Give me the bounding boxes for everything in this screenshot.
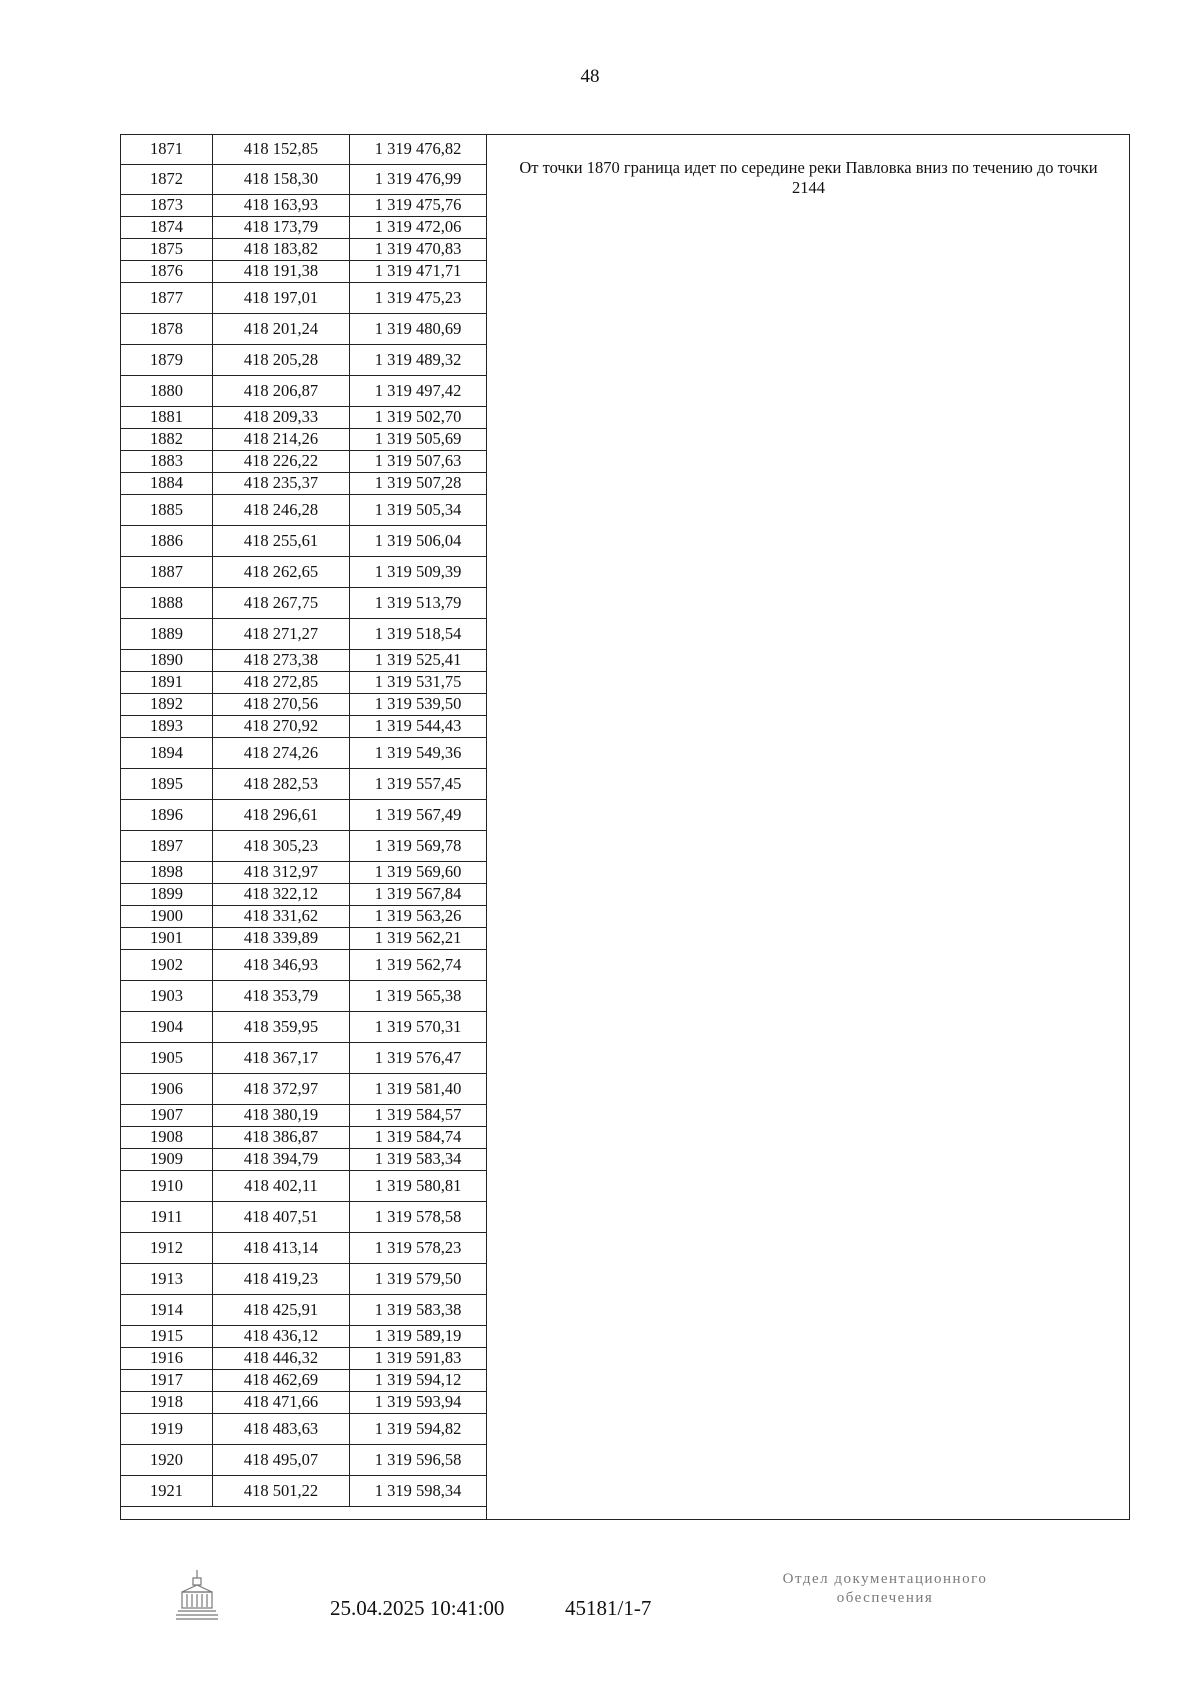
y-coordinate-cell: 1 319 562,74 — [350, 950, 487, 981]
point-number-cell: 1894 — [121, 738, 213, 769]
table-row — [121, 672, 487, 694]
table-row — [121, 429, 487, 451]
point-number-cell: 1891 — [121, 672, 213, 694]
x-coordinate-cell: 418 372,97 — [213, 1074, 350, 1105]
x-coordinate-cell: 418 446,32 — [213, 1348, 350, 1370]
point-number-cell: 1875 — [121, 239, 213, 261]
point-number-cell: 1876 — [121, 261, 213, 283]
y-coordinate-cell: 1 319 480,69 — [350, 314, 487, 345]
x-coordinate-cell: 418 419,23 — [213, 1264, 350, 1295]
table-row — [121, 928, 487, 950]
y-coordinate-cell: 1 319 567,84 — [350, 884, 487, 906]
y-coordinate-cell: 1 319 563,26 — [350, 906, 487, 928]
y-coordinate-cell: 1 319 580,81 — [350, 1171, 487, 1202]
y-coordinate-cell: 1 319 531,75 — [350, 672, 487, 694]
table-row — [121, 1149, 487, 1171]
table-row — [121, 1074, 487, 1105]
y-coordinate-cell: 1 319 525,41 — [350, 650, 487, 672]
y-coordinate-cell: 1 319 576,47 — [350, 1043, 487, 1074]
table-row — [121, 495, 487, 526]
point-number-cell: 1901 — [121, 928, 213, 950]
y-coordinate-cell: 1 319 475,76 — [350, 195, 487, 217]
table-row — [121, 239, 487, 261]
y-coordinate-cell: 1 319 593,94 — [350, 1392, 487, 1414]
point-number-cell: 1917 — [121, 1370, 213, 1392]
y-coordinate-cell: 1 319 509,39 — [350, 557, 487, 588]
y-coordinate-cell: 1 319 598,34 — [350, 1476, 487, 1507]
table-row — [121, 906, 487, 928]
point-number-cell: 1874 — [121, 217, 213, 239]
y-coordinate-cell: 1 319 489,32 — [350, 345, 487, 376]
table-row — [121, 1326, 487, 1348]
x-coordinate-cell: 418 282,53 — [213, 769, 350, 800]
table-row — [121, 195, 487, 217]
table-row — [121, 738, 487, 769]
point-number-cell: 1902 — [121, 950, 213, 981]
footer-document-code: 45181/1-7 — [565, 1596, 652, 1620]
table-row — [121, 135, 487, 165]
x-coordinate-cell: 418 436,12 — [213, 1326, 350, 1348]
y-coordinate-cell: 1 319 557,45 — [350, 769, 487, 800]
x-coordinate-cell: 418 191,38 — [213, 261, 350, 283]
y-coordinate-cell: 1 319 569,60 — [350, 862, 487, 884]
y-coordinate-cell: 1 319 596,58 — [350, 1445, 487, 1476]
point-number-cell: 1907 — [121, 1105, 213, 1127]
point-number-cell: 1896 — [121, 800, 213, 831]
point-number-cell: 1904 — [121, 1012, 213, 1043]
point-number-cell: 1908 — [121, 1127, 213, 1149]
description-cell — [486, 134, 1130, 1520]
x-coordinate-cell: 418 471,66 — [213, 1392, 350, 1414]
x-coordinate-cell: 418 272,85 — [213, 672, 350, 694]
coordinates-table-body — [121, 135, 487, 1507]
table-row — [121, 1233, 487, 1264]
point-number-cell: 1899 — [121, 884, 213, 906]
x-coordinate-cell: 418 273,38 — [213, 650, 350, 672]
point-number-cell: 1909 — [121, 1149, 213, 1171]
table-row — [121, 831, 487, 862]
table-row — [121, 1105, 487, 1127]
y-coordinate-cell: 1 319 584,57 — [350, 1105, 487, 1127]
y-coordinate-cell: 1 319 570,31 — [350, 1012, 487, 1043]
table-row — [121, 473, 487, 495]
y-coordinate-cell: 1 319 502,70 — [350, 407, 487, 429]
x-coordinate-cell: 418 271,27 — [213, 619, 350, 650]
table-row — [121, 862, 487, 884]
point-number-cell: 1873 — [121, 195, 213, 217]
stamp-line-2: обеспечения — [836, 1590, 934, 1606]
x-coordinate-cell: 418 483,63 — [213, 1414, 350, 1445]
x-coordinate-cell: 418 183,82 — [213, 239, 350, 261]
x-coordinate-cell: 418 235,37 — [213, 473, 350, 495]
y-coordinate-cell: 1 319 581,40 — [350, 1074, 487, 1105]
y-coordinate-cell: 1 319 513,79 — [350, 588, 487, 619]
y-coordinate-cell: 1 319 544,43 — [350, 716, 487, 738]
x-coordinate-cell: 418 346,93 — [213, 950, 350, 981]
x-coordinate-cell: 418 402,11 — [213, 1171, 350, 1202]
x-coordinate-cell: 418 255,61 — [213, 526, 350, 557]
point-number-cell: 1903 — [121, 981, 213, 1012]
point-number-cell: 1893 — [121, 716, 213, 738]
x-coordinate-cell: 418 394,79 — [213, 1149, 350, 1171]
y-coordinate-cell: 1 319 591,83 — [350, 1348, 487, 1370]
point-number-cell: 1921 — [121, 1476, 213, 1507]
x-coordinate-cell: 418 270,92 — [213, 716, 350, 738]
x-coordinate-cell: 418 206,87 — [213, 376, 350, 407]
table-row — [121, 1295, 487, 1326]
stamp-line-1: Отдел документационного — [782, 1571, 988, 1587]
x-coordinate-cell: 418 197,01 — [213, 283, 350, 314]
point-number-cell: 1878 — [121, 314, 213, 345]
y-coordinate-cell: 1 319 584,74 — [350, 1127, 487, 1149]
x-coordinate-cell: 418 205,28 — [213, 345, 350, 376]
y-coordinate-cell: 1 319 589,19 — [350, 1326, 487, 1348]
footer-datetime: 25.04.2025 10:41:00 — [330, 1596, 505, 1620]
x-coordinate-cell: 418 267,75 — [213, 588, 350, 619]
table-row — [121, 451, 487, 473]
y-coordinate-cell: 1 319 505,34 — [350, 495, 487, 526]
table-row — [121, 1202, 487, 1233]
y-coordinate-cell: 1 319 507,28 — [350, 473, 487, 495]
x-coordinate-cell: 418 305,23 — [213, 831, 350, 862]
table-row — [121, 769, 487, 800]
point-number-cell: 1892 — [121, 694, 213, 716]
point-number-cell: 1898 — [121, 862, 213, 884]
point-number-cell: 1882 — [121, 429, 213, 451]
x-coordinate-cell: 418 173,79 — [213, 217, 350, 239]
point-number-cell: 1919 — [121, 1414, 213, 1445]
x-coordinate-cell: 418 246,28 — [213, 495, 350, 526]
x-coordinate-cell: 418 501,22 — [213, 1476, 350, 1507]
point-number-cell: 1918 — [121, 1392, 213, 1414]
y-coordinate-cell: 1 319 539,50 — [350, 694, 487, 716]
page-number: 48 — [580, 66, 600, 87]
y-coordinate-cell: 1 319 579,50 — [350, 1264, 487, 1295]
x-coordinate-cell: 418 462,69 — [213, 1370, 350, 1392]
table-row — [121, 1476, 487, 1507]
x-coordinate-cell: 418 413,14 — [213, 1233, 350, 1264]
point-number-cell: 1888 — [121, 588, 213, 619]
x-coordinate-cell: 418 425,91 — [213, 1295, 350, 1326]
point-number-cell: 1879 — [121, 345, 213, 376]
point-number-cell: 1880 — [121, 376, 213, 407]
y-coordinate-cell: 1 319 472,06 — [350, 217, 487, 239]
x-coordinate-cell: 418 312,97 — [213, 862, 350, 884]
table-row — [121, 261, 487, 283]
y-coordinate-cell: 1 319 594,82 — [350, 1414, 487, 1445]
y-coordinate-cell: 1 319 506,04 — [350, 526, 487, 557]
table-row — [121, 1370, 487, 1392]
table-row — [121, 1043, 487, 1074]
duma-building-icon — [174, 1568, 220, 1622]
point-number-cell: 1872 — [121, 165, 213, 195]
table-row — [121, 1264, 487, 1295]
table-row — [121, 526, 487, 557]
y-coordinate-cell: 1 319 565,38 — [350, 981, 487, 1012]
point-number-cell: 1887 — [121, 557, 213, 588]
table-row — [121, 619, 487, 650]
y-coordinate-cell: 1 319 497,42 — [350, 376, 487, 407]
point-number-cell: 1920 — [121, 1445, 213, 1476]
x-coordinate-cell: 418 407,51 — [213, 1202, 350, 1233]
y-coordinate-cell: 1 319 583,38 — [350, 1295, 487, 1326]
point-number-cell: 1905 — [121, 1043, 213, 1074]
table-row — [121, 217, 487, 239]
x-coordinate-cell: 418 270,56 — [213, 694, 350, 716]
y-coordinate-cell: 1 319 471,71 — [350, 261, 487, 283]
table-row — [121, 1348, 487, 1370]
table-row — [121, 716, 487, 738]
point-number-cell: 1885 — [121, 495, 213, 526]
y-coordinate-cell: 1 319 549,36 — [350, 738, 487, 769]
y-coordinate-cell: 1 319 562,21 — [350, 928, 487, 950]
x-coordinate-cell: 418 262,65 — [213, 557, 350, 588]
y-coordinate-cell: 1 319 476,99 — [350, 165, 487, 195]
table-row — [121, 588, 487, 619]
x-coordinate-cell: 418 296,61 — [213, 800, 350, 831]
point-number-cell: 1906 — [121, 1074, 213, 1105]
x-coordinate-cell: 418 209,33 — [213, 407, 350, 429]
table-row — [121, 376, 487, 407]
table-row — [121, 1012, 487, 1043]
x-coordinate-cell: 418 495,07 — [213, 1445, 350, 1476]
point-number-cell: 1871 — [121, 135, 213, 165]
point-number-cell: 1881 — [121, 407, 213, 429]
table-row — [121, 165, 487, 195]
x-coordinate-cell: 418 201,24 — [213, 314, 350, 345]
x-coordinate-cell: 418 274,26 — [213, 738, 350, 769]
y-coordinate-cell: 1 319 578,58 — [350, 1202, 487, 1233]
x-coordinate-cell: 418 163,93 — [213, 195, 350, 217]
table-row — [121, 407, 487, 429]
point-number-cell: 1912 — [121, 1233, 213, 1264]
y-coordinate-cell: 1 319 518,54 — [350, 619, 487, 650]
point-number-cell: 1895 — [121, 769, 213, 800]
y-coordinate-cell: 1 319 583,34 — [350, 1149, 487, 1171]
coordinates-table — [120, 134, 487, 1507]
point-number-cell: 1900 — [121, 906, 213, 928]
table-row — [121, 1171, 487, 1202]
table-row — [121, 345, 487, 376]
x-coordinate-cell: 418 331,62 — [213, 906, 350, 928]
x-coordinate-cell: 418 152,85 — [213, 135, 350, 165]
x-coordinate-cell: 418 367,17 — [213, 1043, 350, 1074]
y-coordinate-cell: 1 319 476,82 — [350, 135, 487, 165]
point-number-cell: 1915 — [121, 1326, 213, 1348]
x-coordinate-cell: 418 339,89 — [213, 928, 350, 950]
y-coordinate-cell: 1 319 475,23 — [350, 283, 487, 314]
department-stamp — [735, 1570, 1035, 1608]
table-row — [121, 1414, 487, 1445]
point-number-cell: 1890 — [121, 650, 213, 672]
point-number-cell: 1913 — [121, 1264, 213, 1295]
x-coordinate-cell: 418 158,30 — [213, 165, 350, 195]
table-row — [121, 314, 487, 345]
point-number-cell: 1910 — [121, 1171, 213, 1202]
point-number-cell: 1916 — [121, 1348, 213, 1370]
y-coordinate-cell: 1 319 505,69 — [350, 429, 487, 451]
y-coordinate-cell: 1 319 569,78 — [350, 831, 487, 862]
x-coordinate-cell: 418 380,19 — [213, 1105, 350, 1127]
table-row — [121, 1445, 487, 1476]
point-number-cell: 1877 — [121, 283, 213, 314]
table-row — [121, 884, 487, 906]
y-coordinate-cell: 1 319 594,12 — [350, 1370, 487, 1392]
x-coordinate-cell: 418 226,22 — [213, 451, 350, 473]
point-number-cell: 1914 — [121, 1295, 213, 1326]
table-row — [121, 1392, 487, 1414]
table-row — [121, 650, 487, 672]
point-number-cell: 1884 — [121, 473, 213, 495]
x-coordinate-cell: 418 386,87 — [213, 1127, 350, 1149]
table-row — [121, 800, 487, 831]
table-row — [121, 557, 487, 588]
y-coordinate-cell: 1 319 567,49 — [350, 800, 487, 831]
point-number-cell: 1886 — [121, 526, 213, 557]
table-row — [121, 283, 487, 314]
y-coordinate-cell: 1 319 507,63 — [350, 451, 487, 473]
point-number-cell: 1883 — [121, 451, 213, 473]
table-row — [121, 1127, 487, 1149]
point-number-cell: 1911 — [121, 1202, 213, 1233]
table-row — [121, 981, 487, 1012]
y-coordinate-cell: 1 319 578,23 — [350, 1233, 487, 1264]
table-row — [121, 950, 487, 981]
point-number-cell: 1889 — [121, 619, 213, 650]
x-coordinate-cell: 418 322,12 — [213, 884, 350, 906]
x-coordinate-cell: 418 214,26 — [213, 429, 350, 451]
y-coordinate-cell: 1 319 470,83 — [350, 239, 487, 261]
table-row — [121, 694, 487, 716]
point-number-cell: 1897 — [121, 831, 213, 862]
x-coordinate-cell: 418 359,95 — [213, 1012, 350, 1043]
x-coordinate-cell: 418 353,79 — [213, 981, 350, 1012]
boundary-description: От точки 1870 граница идет по середине реки Павловка вниз по течению до точки 2144 — [519, 158, 1098, 197]
